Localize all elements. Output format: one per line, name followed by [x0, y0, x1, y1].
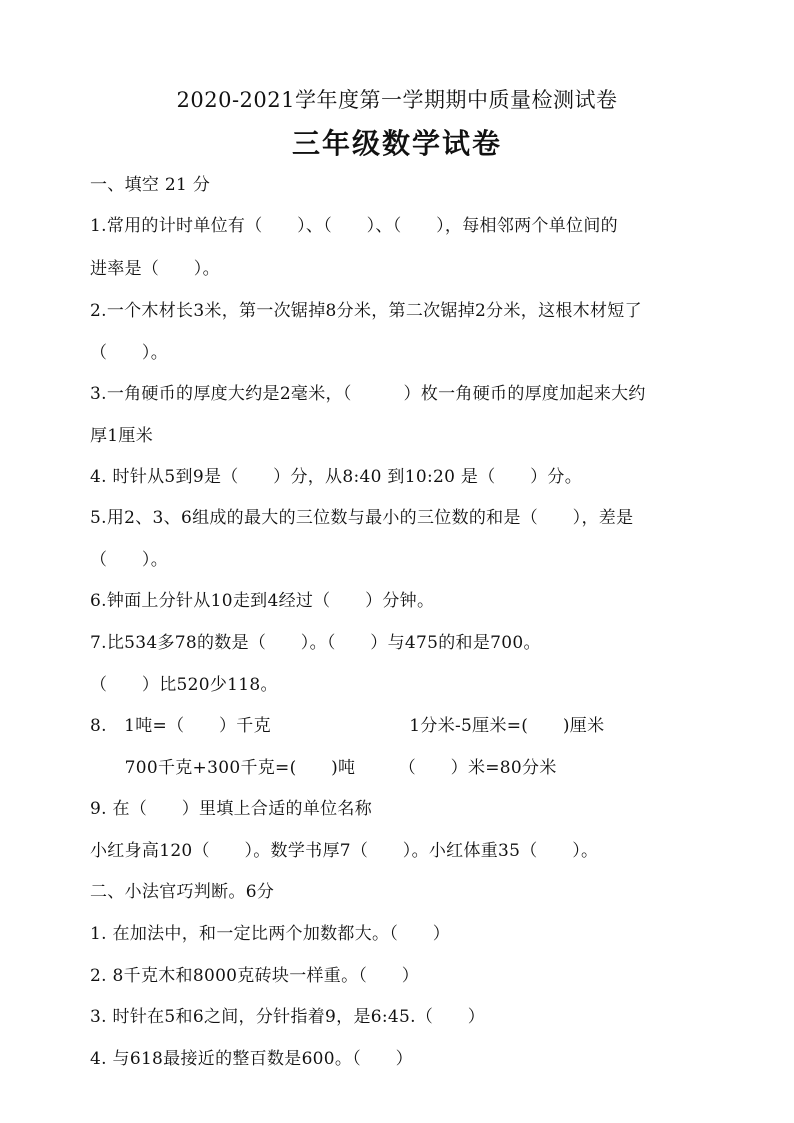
exam-subtitle: 三年级数学试卷: [291, 127, 502, 160]
judge-line: 2. 8千克木和8000克砖块一样重。（ ）: [90, 966, 420, 986]
question-line: （ ）。: [90, 550, 168, 570]
question-line: 5.用2、3、6组成的最大的三位数与最小的三位数的和是（ ），差是: [90, 508, 634, 528]
question-line: （ ）。: [90, 343, 168, 363]
question-line: 小红身高120（ ）。数学书厚7（ ）。小红体重35（ ）。: [90, 841, 599, 861]
question-line: 7.比534多78的数是（ ）。（ ）与475的和是700。: [90, 633, 541, 653]
judge-line: 4. 与618最接近的整百数是600。（ ）: [90, 1049, 413, 1069]
judge-line: 3. 时针在5和6之间，分针指着9，是6:45.（ ）: [90, 1007, 486, 1027]
judge-line: 1. 在加法中，和一定比两个加数都大。（ ）: [90, 924, 451, 944]
question-line: 8. 1吨=（ ）千克 1分米-5厘米=( )厘米: [90, 716, 605, 736]
question-line: 4. 时针从5到9是（ ）分，从8:40 到10:20 是（ ）分。: [90, 467, 583, 487]
question-line: 2.一个木材长3米，第一次锯掉8分米，第二次锯掉2分米，这根木材短了: [90, 301, 642, 321]
exam-title: 2020-2021学年度第一学期期中质量检测试卷: [176, 88, 618, 112]
question-line: 进率是（ ）。: [90, 259, 220, 279]
question-line: 9. 在（ ）里填上合适的单位名称: [90, 799, 373, 819]
question-line: 厚1厘米: [90, 426, 154, 446]
question-line: 1.常用的计时单位有（ ）、（ ）、（ ），每相邻两个单位间的: [90, 216, 618, 236]
question-line: （ ）比520少118。: [90, 675, 278, 695]
question-line: 3.一角硬币的厚度大约是2毫米，（ ）枚一角硬币的厚度加起来大约: [90, 384, 646, 404]
section-heading-fill-blank: 一、填空 21 分: [90, 175, 211, 195]
question-line: 6.钟面上分针从10走到4经过（ ）分钟。: [90, 591, 435, 611]
question-line: 700千克+300千克=( )吨 （ ）米=80分米: [90, 758, 557, 778]
section-heading-judge: 二、小法官巧判断。6分: [90, 882, 275, 902]
